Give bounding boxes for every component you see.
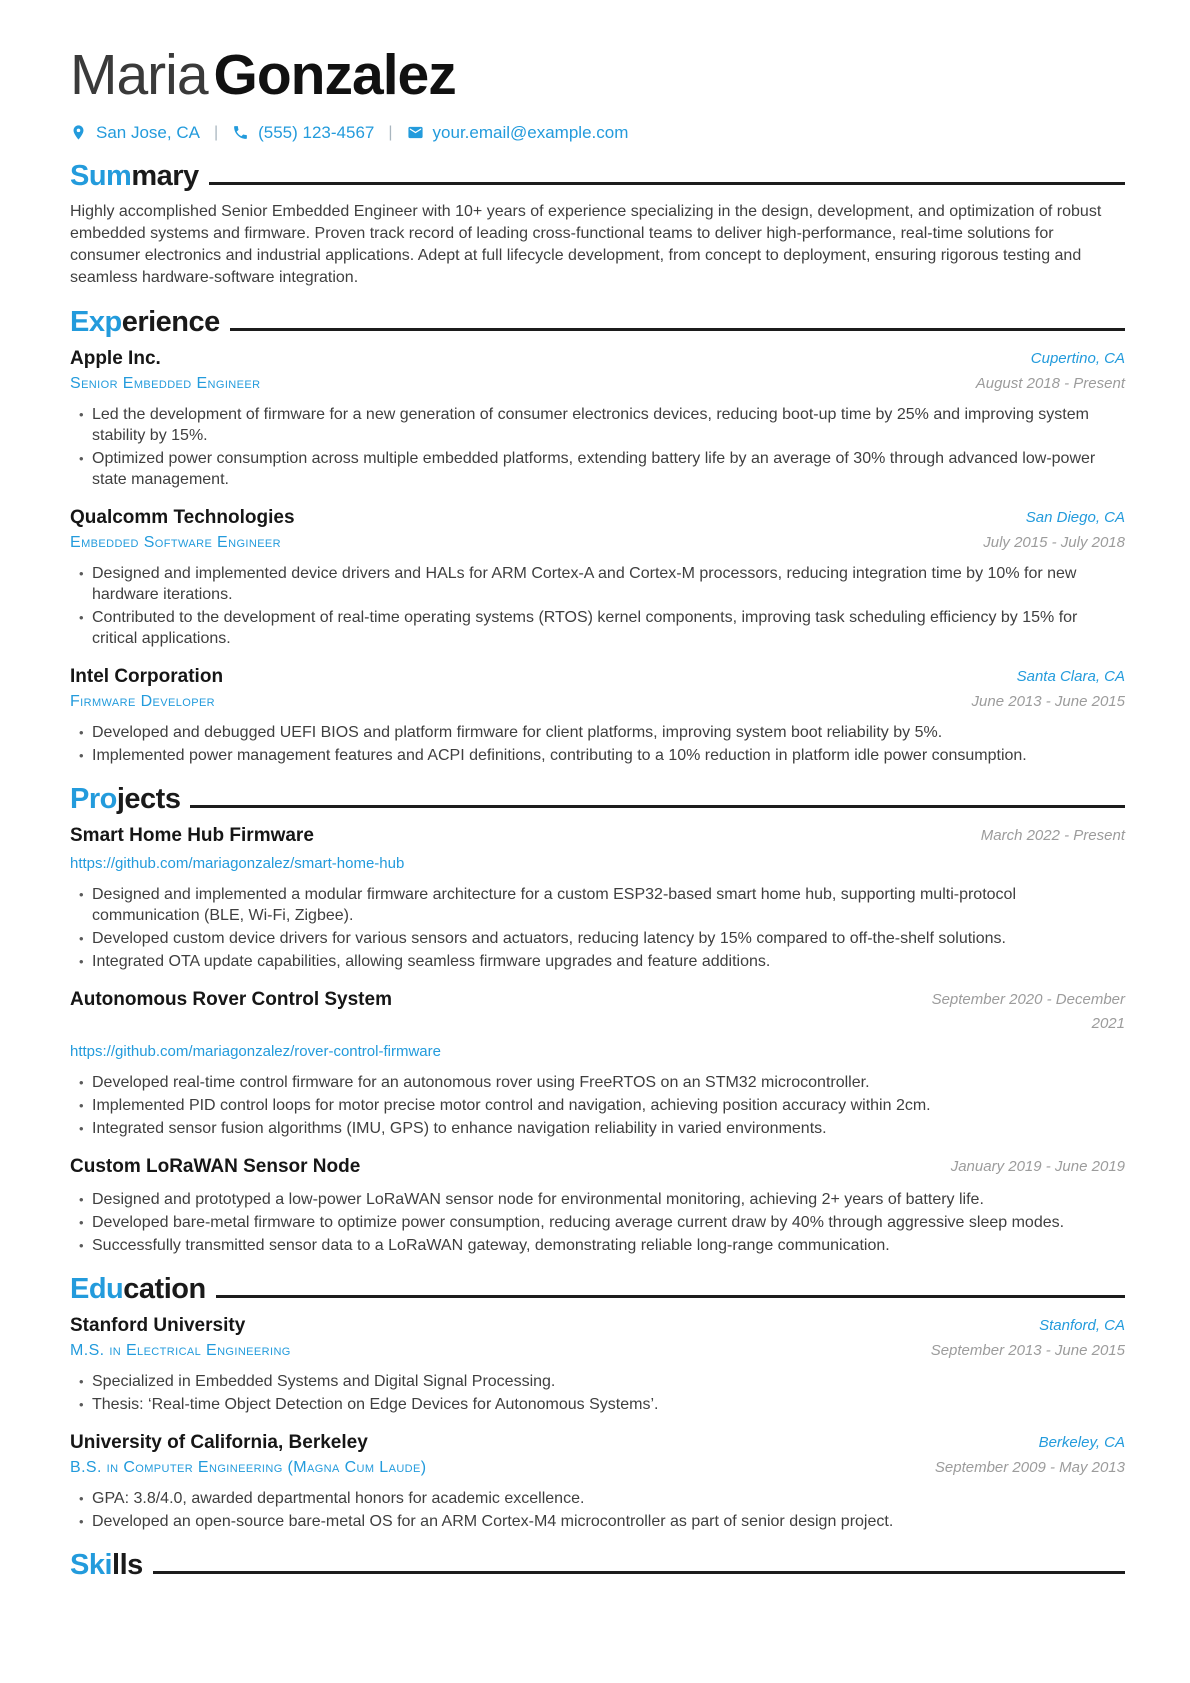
job-bullets [70, 404, 1125, 490]
project-dates: March 2022 - Present [980, 826, 1125, 844]
project-entry [70, 824, 1125, 972]
degree: M.S. in Electrical Engineering [70, 1341, 291, 1359]
bullet-item: • Implemented PID control loops for motor precise motor control and navigation, achieving position accuracy within 2cm. [79, 1095, 1125, 1116]
company-name: Apple Inc. [70, 347, 161, 369]
project-link[interactable]: https://github.com/mariagonzalez/smart-home-hub [70, 854, 405, 872]
project-bullets [70, 1072, 1125, 1139]
job-dates: June 2013 - June 2015 [971, 692, 1125, 710]
degree: B.S. in Computer Engineering (Magna Cum Laude) [70, 1458, 427, 1476]
person-name [70, 45, 1125, 107]
project-name: Custom LoRaWAN Sensor Node [70, 1155, 361, 1177]
education-bullets [70, 1371, 1125, 1415]
last-name: Gonzalez [213, 43, 456, 107]
section-summary [70, 161, 1125, 289]
location-pin-icon [70, 124, 87, 141]
bullet-item: • Successfully transmitted sensor data to a LoRaWAN gateway, demonstrating reliable long-range communication. [79, 1235, 1125, 1256]
contact-phone [232, 123, 374, 143]
experience-entry [70, 665, 1125, 766]
education-entry [70, 1431, 1125, 1532]
job-dates: August 2018 - Present [975, 374, 1125, 392]
first-name: Maria [70, 43, 208, 107]
project-dates: September 2020 - December 2021 [931, 990, 1125, 1032]
bullet-item: • Developed and debugged UEFI BIOS and platform firmware for client platforms, improving system boot reliability by 5%. [79, 722, 1125, 743]
section-projects [70, 784, 1125, 1256]
phone-text: (555) 123-4567 [258, 122, 375, 142]
phone-icon [232, 124, 249, 141]
location-text: San Jose, CA [96, 122, 200, 142]
bullet-item: • Specialized in Embedded Systems and Digital Signal Processing. [79, 1371, 1125, 1392]
bullet-item: • GPA: 3.8/4.0, awarded departmental honors for academic excellence. [79, 1488, 1125, 1509]
job-title: Embedded Software Engineer [70, 533, 282, 551]
job-title: Senior Embedded Engineer [70, 374, 261, 392]
experience-title: Experience [70, 305, 220, 338]
projects-heading [70, 784, 1125, 814]
project-bullets [70, 1189, 1125, 1256]
education-entry [70, 1314, 1125, 1415]
skills-heading [70, 1550, 1125, 1580]
summary-text: Highly accomplished Senior Embedded Engineer with 10+ years of experience specializing in the design, development, and optimization of robust embedded systems and firmware. Proven track record of leading cross-functional teams to deliver high-performance, real-time solutions for consumer electronics and industrial applications. Adept at full lifecycle development, from concept to deployment, ensuring rigorous testing and seamless hardware-software integration. [70, 202, 1102, 286]
bullet-item: • Designed and implemented a modular firmware architecture for a custom ESP32-based smart home hub, supporting multi-protocol communication (BLE, Wi-Fi, Zigbee). [79, 884, 1125, 926]
company-name: Qualcomm Technologies [70, 506, 295, 528]
project-link[interactable]: https://github.com/mariagonzalez/rover-control-firmware [70, 1042, 441, 1060]
bullet-item: • Developed an open-source bare-metal OS for an ARM Cortex-M4 microcontroller as part of senior design project. [79, 1511, 1125, 1532]
bullet-item: • Designed and prototyped a low-power LoRaWAN sensor node for environmental monitoring, achieving 2+ years of battery life. [79, 1189, 1125, 1210]
school-name: University of California, Berkeley [70, 1431, 368, 1453]
bullet-item: • Implemented power management features and ACPI definitions, contributing to a 10% reduction in platform idle power consumption. [79, 745, 1125, 766]
resume-header [70, 45, 1125, 143]
project-entry [70, 1155, 1125, 1256]
bullet-item: • Developed real-time control firmware for an autonomous rover using FreeRTOS on an STM32 microcontroller. [79, 1072, 1125, 1093]
section-education [70, 1274, 1125, 1532]
job-title: Firmware Developer [70, 692, 216, 710]
contact-row [70, 123, 1125, 143]
job-location: Cupertino, CA [1030, 349, 1125, 367]
bullet-item: • Designed and implemented device drivers and HALs for ARM Cortex-A and Cortex-M processors, reducing integration time by 10% for new hardware iterations. [79, 563, 1125, 605]
summary-heading [70, 161, 1125, 191]
project-dates: January 2019 - June 2019 [950, 1157, 1125, 1175]
project-name: Smart Home Hub Firmware [70, 824, 314, 846]
skills-title: Skills [70, 1548, 143, 1581]
experience-entry [70, 347, 1125, 490]
education-heading [70, 1274, 1125, 1304]
school-location: Berkeley, CA [1038, 1433, 1125, 1451]
heading-rule [190, 805, 1125, 808]
heading-rule [230, 328, 1125, 331]
project-entry [70, 988, 1125, 1139]
projects-title: Projects [70, 782, 181, 815]
contact-email [407, 123, 629, 143]
bullet-item: • Contributed to the development of real-time operating systems (RTOS) kernel components, improving task scheduling efficiency by 15% for critical applications. [79, 607, 1125, 649]
school-dates: September 2013 - June 2015 [930, 1341, 1125, 1359]
school-dates: September 2009 - May 2013 [934, 1458, 1125, 1476]
bullet-item: • Integrated sensor fusion algorithms (IMU, GPS) to enhance navigation reliability in varied environments. [79, 1118, 1125, 1139]
email-text[interactable]: your.email@example.com [432, 122, 629, 142]
contact-location [70, 123, 200, 143]
contact-separator: | [388, 123, 393, 141]
job-bullets [70, 563, 1125, 649]
education-bullets [70, 1488, 1125, 1532]
project-name: Autonomous Rover Control System [70, 988, 392, 1010]
experience-entry [70, 506, 1125, 649]
section-skills [70, 1550, 1125, 1580]
bullet-item: • Developed bare-metal firmware to optimize power consumption, reducing average current draw by 40% through aggressive sleep modes. [79, 1212, 1125, 1233]
bullet-item: • Optimized power consumption across multiple embedded platforms, extending battery life by an average of 30% through advanced low-power state management. [79, 448, 1125, 490]
company-name: Intel Corporation [70, 665, 224, 687]
heading-rule [153, 1571, 1125, 1574]
school-name: Stanford University [70, 1314, 246, 1336]
summary-title: Summary [70, 159, 199, 192]
email-icon [407, 124, 424, 141]
bullet-item: • Led the development of firmware for a new generation of consumer electronics devices, reducing boot-up time by 25% and improving system stability by 15%. [79, 404, 1125, 446]
job-location: Santa Clara, CA [1016, 667, 1125, 685]
contact-separator: | [213, 123, 219, 141]
experience-heading [70, 307, 1125, 337]
school-location: Stanford, CA [1039, 1316, 1125, 1334]
job-bullets [70, 722, 1125, 766]
section-experience [70, 307, 1125, 766]
heading-rule [209, 182, 1125, 185]
heading-rule [216, 1295, 1125, 1298]
job-location: San Diego, CA [1025, 508, 1125, 526]
project-bullets [70, 884, 1125, 972]
job-dates: July 2015 - July 2018 [983, 533, 1125, 551]
bullet-item: • Developed custom device drivers for various sensors and actuators, reducing latency by 15% compared to off-the-shelf solutions. [79, 928, 1125, 949]
bullet-item: • Thesis: ‘Real-time Object Detection on Edge Devices for Autonomous Systems’. [79, 1394, 1125, 1415]
bullet-item: • Integrated OTA update capabilities, allowing seamless firmware upgrades and feature additions. [79, 951, 1125, 972]
education-title: Education [70, 1272, 206, 1305]
